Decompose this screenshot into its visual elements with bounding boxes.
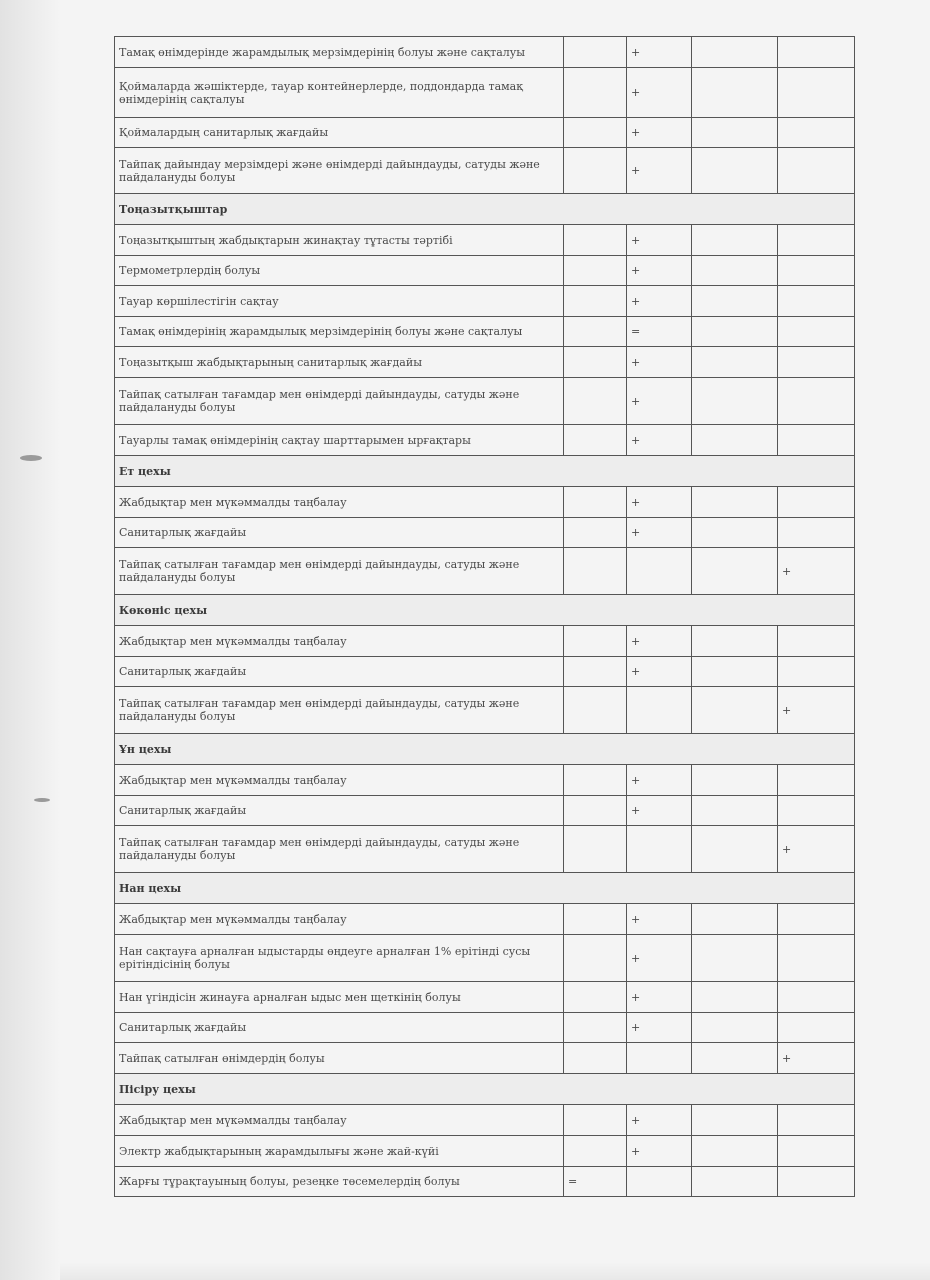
mark-cell-col-3 bbox=[692, 548, 778, 595]
checklist-row bbox=[115, 982, 855, 1013]
requirement-text: Тоңазытқыштың жабдықтарын жинақтау тұтасты тәртібі bbox=[115, 225, 564, 256]
checklist-row bbox=[115, 1136, 855, 1167]
mark-cell-col-2 bbox=[627, 548, 692, 595]
requirement-text: Санитарлық жағдайы bbox=[115, 657, 564, 687]
mark-cell-col-1 bbox=[564, 765, 627, 796]
section-header-row bbox=[115, 194, 855, 225]
mark-cell-col-1 bbox=[564, 657, 627, 687]
mark-cell-col-4 bbox=[778, 904, 855, 935]
mark-cell-col-2: + bbox=[627, 518, 692, 548]
mark-cell-col-4 bbox=[778, 796, 855, 826]
section-header-row bbox=[115, 456, 855, 487]
mark-cell-col-4 bbox=[778, 118, 855, 148]
mark-cell-col-3 bbox=[692, 1105, 778, 1136]
mark-cell-col-4 bbox=[778, 982, 855, 1013]
mark-cell-col-1 bbox=[564, 1136, 627, 1167]
section-header-row bbox=[115, 734, 855, 765]
mark-cell-col-3 bbox=[692, 765, 778, 796]
mark-cell-col-4 bbox=[778, 286, 855, 317]
checklist-row bbox=[115, 904, 855, 935]
mark-cell-col-1 bbox=[564, 935, 627, 982]
mark-cell-col-3 bbox=[692, 518, 778, 548]
mark-cell-col-2: + bbox=[627, 425, 692, 456]
requirement-text: Санитарлық жағдайы bbox=[115, 518, 564, 548]
mark-cell-col-4 bbox=[778, 425, 855, 456]
mark-cell-col-4 bbox=[778, 68, 855, 118]
requirement-text: Нан сақтауға арналған ыдыстарды өңдеуге арналған 1% ерітінді сусы ерітіндісінің болуы bbox=[115, 935, 564, 982]
mark-cell-col-2: + bbox=[627, 68, 692, 118]
mark-cell-col-3 bbox=[692, 68, 778, 118]
mark-cell-col-2: + bbox=[627, 378, 692, 425]
mark-cell-col-2: + bbox=[627, 765, 692, 796]
mark-cell-col-4: + bbox=[778, 687, 855, 734]
section-title: Нан цехы bbox=[115, 873, 855, 904]
checklist-row bbox=[115, 68, 855, 118]
requirement-text: Нан үгіндісін жинауға арналған ыдыс мен щеткінің болуы bbox=[115, 982, 564, 1013]
checklist-row bbox=[115, 487, 855, 518]
requirement-text: Тоңазытқыш жабдықтарының санитарлық жағдайы bbox=[115, 347, 564, 378]
section-title: Пісіру цехы bbox=[115, 1074, 855, 1105]
mark-cell-col-2: + bbox=[627, 935, 692, 982]
mark-cell-col-4: + bbox=[778, 1043, 855, 1074]
requirement-text: Қоймаларда жәшіктерде, тауар контейнерлерде, поддондарда тамақ өнімдерінің сақталуы bbox=[115, 68, 564, 118]
section-header-row bbox=[115, 595, 855, 626]
section-title: Тоңазытқыштар bbox=[115, 194, 855, 225]
requirement-text: Жабдықтар мен мүкәммалды таңбалау bbox=[115, 487, 564, 518]
checklist-row bbox=[115, 765, 855, 796]
mark-cell-col-4 bbox=[778, 1167, 855, 1197]
mark-cell-col-2 bbox=[627, 826, 692, 873]
mark-cell-col-1 bbox=[564, 148, 627, 194]
checklist-row bbox=[115, 347, 855, 378]
requirement-text: Тайпақ сатылған тағамдар мен өнімдерді дайындауды, сатуды және пайдалануды болуы bbox=[115, 548, 564, 595]
mark-cell-col-4 bbox=[778, 765, 855, 796]
mark-cell-col-1 bbox=[564, 317, 627, 347]
section-header-row bbox=[115, 1074, 855, 1105]
mark-cell-col-1 bbox=[564, 425, 627, 456]
mark-cell-col-4 bbox=[778, 225, 855, 256]
mark-cell-col-1 bbox=[564, 796, 627, 826]
checklist-row bbox=[115, 548, 855, 595]
checklist-row bbox=[115, 657, 855, 687]
mark-cell-col-3 bbox=[692, 796, 778, 826]
checklist-row bbox=[115, 225, 855, 256]
mark-cell-col-1 bbox=[564, 982, 627, 1013]
mark-cell-col-4 bbox=[778, 1013, 855, 1043]
mark-cell-col-2: + bbox=[627, 225, 692, 256]
requirement-text: Жабдықтар мен мүкәммалды таңбалау bbox=[115, 626, 564, 657]
scan-bottom-edge bbox=[60, 1262, 930, 1280]
mark-cell-col-3 bbox=[692, 982, 778, 1013]
mark-cell-col-4 bbox=[778, 1105, 855, 1136]
checklist-body bbox=[115, 37, 855, 1197]
mark-cell-col-1 bbox=[564, 487, 627, 518]
requirement-text: Тайпақ сатылған тағамдар мен өнімдерді дайындауды, сатуды және пайдалануды болуы bbox=[115, 378, 564, 425]
mark-cell-col-4 bbox=[778, 518, 855, 548]
mark-cell-col-3 bbox=[692, 425, 778, 456]
checklist-row bbox=[115, 796, 855, 826]
checklist-row bbox=[115, 626, 855, 657]
mark-cell-col-3 bbox=[692, 347, 778, 378]
page-edge-shadow bbox=[0, 0, 60, 1280]
mark-cell-col-3 bbox=[692, 225, 778, 256]
checklist-row bbox=[115, 148, 855, 194]
mark-cell-col-2: + bbox=[627, 148, 692, 194]
checklist-row bbox=[115, 518, 855, 548]
mark-cell-col-1 bbox=[564, 904, 627, 935]
mark-cell-col-3 bbox=[692, 1043, 778, 1074]
checklist-row bbox=[115, 378, 855, 425]
mark-cell-col-1 bbox=[564, 1013, 627, 1043]
mark-cell-col-4 bbox=[778, 657, 855, 687]
requirement-text: Тауар көршілестігін сақтау bbox=[115, 286, 564, 317]
mark-cell-col-1 bbox=[564, 687, 627, 734]
checklist-row bbox=[115, 1105, 855, 1136]
mark-cell-col-2: + bbox=[627, 1105, 692, 1136]
requirement-text: Санитарлық жағдайы bbox=[115, 1013, 564, 1043]
requirement-text: Санитарлық жағдайы bbox=[115, 796, 564, 826]
section-title: Ұн цехы bbox=[115, 734, 855, 765]
requirement-text: Жарғы тұрақтауының болуы, резеңке төсемелердің болуы bbox=[115, 1167, 564, 1197]
mark-cell-col-2 bbox=[627, 1043, 692, 1074]
checklist-row bbox=[115, 826, 855, 873]
mark-cell-col-4 bbox=[778, 317, 855, 347]
checklist-row bbox=[115, 687, 855, 734]
mark-cell-col-3 bbox=[692, 148, 778, 194]
mark-cell-col-2: + bbox=[627, 37, 692, 68]
mark-cell-col-1 bbox=[564, 256, 627, 286]
checklist-row bbox=[115, 286, 855, 317]
mark-cell-col-2: + bbox=[627, 1136, 692, 1167]
mark-cell-col-2: + bbox=[627, 347, 692, 378]
mark-cell-col-2: + bbox=[627, 796, 692, 826]
mark-cell-col-3 bbox=[692, 826, 778, 873]
requirement-text: Электр жабдықтарының жарамдылығы және жай-күйі bbox=[115, 1136, 564, 1167]
checklist-row bbox=[115, 256, 855, 286]
mark-cell-col-3 bbox=[692, 118, 778, 148]
mark-cell-col-1 bbox=[564, 118, 627, 148]
mark-cell-col-4 bbox=[778, 487, 855, 518]
mark-cell-col-3 bbox=[692, 286, 778, 317]
mark-cell-col-2: + bbox=[627, 118, 692, 148]
mark-cell-col-4 bbox=[778, 378, 855, 425]
requirement-text: Тамақ өнімдерінің жарамдылық мерзімдерінің болуы және сақталуы bbox=[115, 317, 564, 347]
mark-cell-col-1 bbox=[564, 37, 627, 68]
mark-cell-col-3 bbox=[692, 37, 778, 68]
mark-cell-col-1 bbox=[564, 286, 627, 317]
section-title: Көкөніс цехы bbox=[115, 595, 855, 626]
mark-cell-col-2 bbox=[627, 687, 692, 734]
mark-cell-col-2: + bbox=[627, 487, 692, 518]
mark-cell-col-1: = bbox=[564, 1167, 627, 1197]
mark-cell-col-2: + bbox=[627, 1013, 692, 1043]
mark-cell-col-1 bbox=[564, 378, 627, 425]
mark-cell-col-2: + bbox=[627, 626, 692, 657]
mark-cell-col-4 bbox=[778, 626, 855, 657]
mark-cell-col-3 bbox=[692, 904, 778, 935]
requirement-text: Тауарлы тамақ өнімдерінің сақтау шарттарымен ырғақтары bbox=[115, 425, 564, 456]
requirement-text: Тайпақ сатылған өнімдердің болуы bbox=[115, 1043, 564, 1074]
mark-cell-col-4 bbox=[778, 37, 855, 68]
scan-smudge bbox=[34, 798, 50, 802]
mark-cell-col-2: + bbox=[627, 286, 692, 317]
scan-smudge bbox=[20, 455, 42, 461]
mark-cell-col-1 bbox=[564, 518, 627, 548]
mark-cell-col-4 bbox=[778, 347, 855, 378]
mark-cell-col-1 bbox=[564, 626, 627, 657]
mark-cell-col-3 bbox=[692, 378, 778, 425]
inspection-checklist-table bbox=[114, 36, 855, 1197]
mark-cell-col-4 bbox=[778, 1136, 855, 1167]
checklist-row bbox=[115, 317, 855, 347]
requirement-text: Жабдықтар мен мүкәммалды таңбалау bbox=[115, 1105, 564, 1136]
mark-cell-col-3 bbox=[692, 256, 778, 286]
mark-cell-col-2 bbox=[627, 1167, 692, 1197]
mark-cell-col-1 bbox=[564, 68, 627, 118]
checklist-row bbox=[115, 1043, 855, 1074]
checklist-row bbox=[115, 37, 855, 68]
mark-cell-col-4 bbox=[778, 935, 855, 982]
requirement-text: Жабдықтар мен мүкәммалды таңбалау bbox=[115, 765, 564, 796]
checklist-row bbox=[115, 1013, 855, 1043]
mark-cell-col-4 bbox=[778, 148, 855, 194]
requirement-text: Термометрлердің болуы bbox=[115, 256, 564, 286]
mark-cell-col-2: + bbox=[627, 982, 692, 1013]
requirement-text: Қоймалардың санитарлық жағдайы bbox=[115, 118, 564, 148]
checklist-row bbox=[115, 425, 855, 456]
mark-cell-col-1 bbox=[564, 826, 627, 873]
requirement-text: Тайпақ сатылған тағамдар мен өнімдерді дайындауды, сатуды және пайдалануды болуы bbox=[115, 687, 564, 734]
mark-cell-col-3 bbox=[692, 1136, 778, 1167]
mark-cell-col-1 bbox=[564, 1043, 627, 1074]
mark-cell-col-3 bbox=[692, 935, 778, 982]
mark-cell-col-3 bbox=[692, 1167, 778, 1197]
mark-cell-col-1 bbox=[564, 225, 627, 256]
mark-cell-col-1 bbox=[564, 347, 627, 378]
mark-cell-col-3 bbox=[692, 487, 778, 518]
section-title: Ет цехы bbox=[115, 456, 855, 487]
mark-cell-col-2: + bbox=[627, 904, 692, 935]
requirement-text: Жабдықтар мен мүкәммалды таңбалау bbox=[115, 904, 564, 935]
requirement-text: Тамақ өнімдерінде жарамдылық мерзімдерінің болуы және сақталуы bbox=[115, 37, 564, 68]
mark-cell-col-3 bbox=[692, 687, 778, 734]
checklist-row bbox=[115, 1167, 855, 1197]
checklist-row bbox=[115, 118, 855, 148]
mark-cell-col-4: + bbox=[778, 826, 855, 873]
mark-cell-col-4 bbox=[778, 256, 855, 286]
mark-cell-col-2: + bbox=[627, 256, 692, 286]
mark-cell-col-1 bbox=[564, 1105, 627, 1136]
mark-cell-col-3 bbox=[692, 626, 778, 657]
mark-cell-col-2: + bbox=[627, 657, 692, 687]
section-header-row bbox=[115, 873, 855, 904]
mark-cell-col-2: = bbox=[627, 317, 692, 347]
mark-cell-col-3 bbox=[692, 1013, 778, 1043]
checklist-row bbox=[115, 935, 855, 982]
requirement-text: Тайпақ дайындау мерзімдері және өнімдерді дайындауды, сатуды және пайдалануды болуы bbox=[115, 148, 564, 194]
mark-cell-col-3 bbox=[692, 657, 778, 687]
mark-cell-col-4: + bbox=[778, 548, 855, 595]
mark-cell-col-1 bbox=[564, 548, 627, 595]
mark-cell-col-3 bbox=[692, 317, 778, 347]
requirement-text: Тайпақ сатылған тағамдар мен өнімдерді дайындауды, сатуды және пайдалануды болуы bbox=[115, 826, 564, 873]
